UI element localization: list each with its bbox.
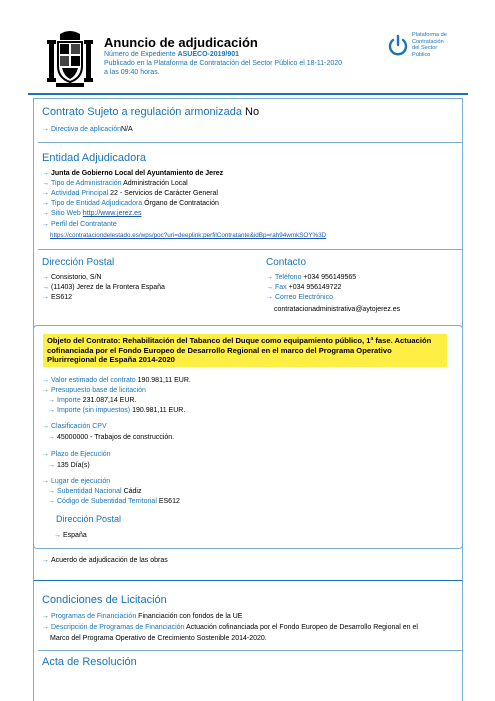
street-row: → Consistorio, S/N: [42, 274, 102, 281]
tel-row: → Teléfono +034 956149565: [266, 274, 357, 281]
cpv-row: → Clasificación CPV: [42, 423, 107, 430]
expediente-number: ASUECO-2019/901: [177, 51, 240, 58]
codigo-row: → Código de Subentidad Territorial ES612: [48, 498, 180, 505]
directiva-row: → Directiva de aplicaciónN/A: [42, 126, 133, 133]
fax-row: → Fax +034 956149722: [266, 284, 342, 291]
outer-frame-top: [33, 98, 463, 99]
platform-logo: [386, 32, 466, 72]
city-row: → (11403) Jerez de la Frontera España: [42, 284, 165, 291]
published-time: a las 09:40 horas.: [104, 69, 160, 76]
objeto-panel: [33, 325, 463, 549]
published-line: Publicado en la Plataforma de Contratación del Sector Público el 18-11-2020: [104, 60, 343, 67]
divider: [38, 249, 462, 250]
page-title: Anuncio de adjudicación: [104, 35, 258, 50]
tipo-admin-row: → Tipo de Administración Administración Local: [42, 180, 188, 187]
objeto-direccion-title: Dirección Postal: [56, 514, 122, 524]
divider: [38, 142, 462, 143]
acta-title: Acta de Resolución: [42, 656, 137, 668]
plazo-value-row: → 135 Día(s): [48, 462, 90, 469]
tipo-entidad-row: → Tipo de Entidad Adjudicadora Órgano de Contratación: [42, 200, 219, 207]
objeto-highlight: Objeto del Contrato: Rehabilitación del Tabanco del Duque como equipamiento público, 1ª fase. Actuación cofinanciada por el Fondo Europeo de Desarrollo Regional en el marco del Programa Operativo Plurirregional de España 2014-2020: [43, 334, 447, 367]
desc-row: → Descripción de Programas de Financiación Actuación cofinanciada por el Fondo Europeo de Desarrollo Regional en el: [42, 624, 418, 631]
entidad-title: Entidad Adjudicadora: [42, 152, 146, 164]
entidad-name: → Junta de Gobierno Local del Ayuntamiento de Jerez: [42, 170, 224, 177]
header-text: [104, 36, 394, 77]
subentidad-row: → Subentidad Nacional Cádiz: [48, 488, 142, 495]
direccion-title: Dirección Postal: [42, 257, 115, 268]
importe-row: → Importe 231.087,14 EUR.: [48, 397, 137, 404]
coat-of-arms-icon: [46, 30, 94, 88]
perfil-link-row: [50, 231, 326, 241]
contrato-title: Contrato Sujeto a regulación armonizada No: [42, 106, 260, 118]
presupuesto-row: → Presupuesto base de licitación: [42, 387, 146, 394]
code-row: → ES612: [42, 294, 73, 301]
perfil-row: → Perfil del Contratante: [42, 221, 117, 228]
logo-text: Plataforma de Contratación del Sector Público: [412, 32, 447, 58]
acuerdo-row: → Acuerdo de adjudicación de las obras: [42, 557, 168, 564]
document-header: [46, 30, 466, 90]
arrow-icon: →: [42, 126, 49, 133]
email-value: contratacionadministrativa@aytojerez.es: [274, 306, 401, 313]
objeto-direccion-value: → España: [54, 532, 87, 539]
importe-sin-row: → Importe (sin impuestos) 190.981,11 EUR.: [48, 407, 186, 414]
web-link[interactable]: http://www.jerez.es: [82, 210, 142, 217]
licitacion-title: Condiciones de Licitación: [42, 594, 167, 606]
outer-frame-left: [33, 98, 34, 701]
expediente-line: Número de Expediente ASUECO-2019/901: [104, 51, 240, 58]
email-label-row: → Correo Electrónico: [266, 294, 333, 301]
cpv-value-row: → 45000000 - Trabajos de construcción.: [48, 434, 175, 441]
desc-row-2: Marco del Programa Operativo de Crecimiento Sostenible 2014-2020.: [50, 635, 267, 642]
outer-frame-right: [462, 98, 463, 701]
email-value-row: [274, 305, 400, 315]
power-icon: [386, 34, 410, 58]
header-separator: [28, 93, 468, 95]
perfil-link[interactable]: https://contrataciondelestado.es/wps/poc?uri=deeplink:perfilContratante&idBp=rah94wmkSOY%3D: [50, 232, 327, 239]
actividad-row: → Actividad Principal 22 - Servicios de Carácter General: [42, 190, 218, 197]
plazo-row: → Plazo de Ejecución: [42, 451, 111, 458]
prog-row: → Programas de Financiación Financiación con fondos de la UE: [42, 613, 243, 620]
divider: [38, 650, 462, 651]
contacto-title: Contacto: [266, 257, 307, 268]
web-row: → Sitio Web http://www.jerez.es: [42, 210, 142, 217]
section-separator: [33, 580, 463, 581]
lugar-row: → Lugar de ejecución: [42, 478, 111, 485]
valor-row: → Valor estimado del contrato 190.981,11 EUR.: [42, 377, 191, 384]
